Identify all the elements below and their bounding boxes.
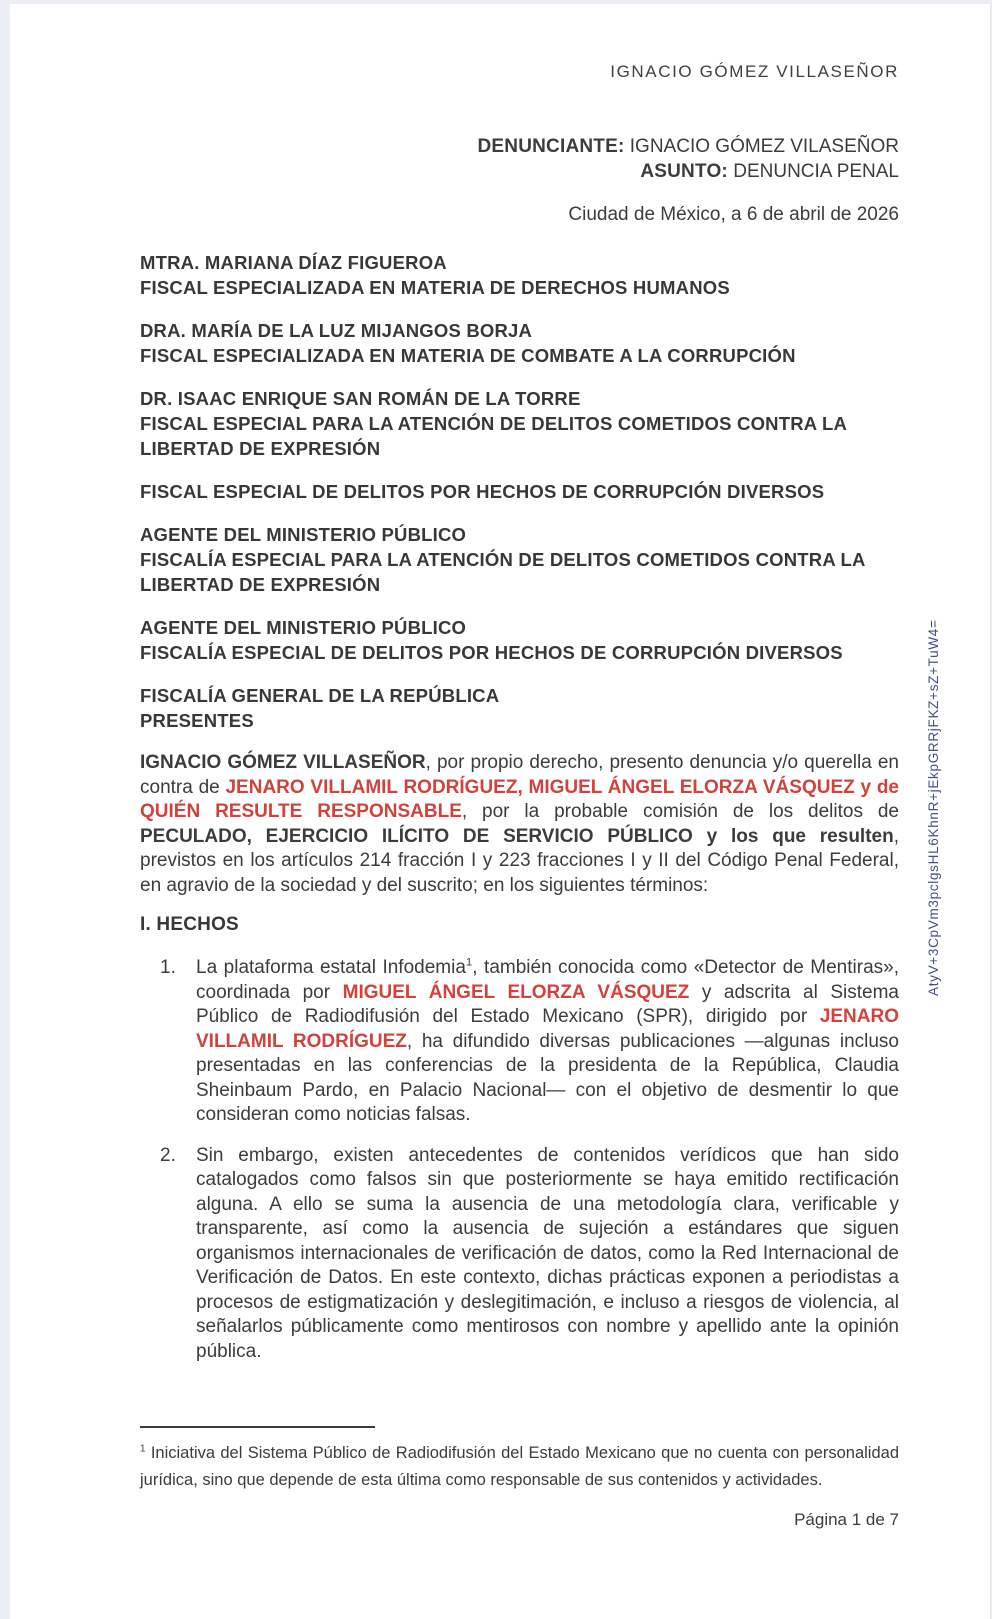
addressee-line: AGENTE DEL MINISTERIO PÚBLICO: [140, 617, 467, 638]
addressee-block: [140, 250, 899, 300]
asunto-label: ASUNTO:: [640, 161, 728, 182]
denunciante-value: IGNACIO GÓMEZ VILASEÑOR: [624, 136, 899, 157]
addressee-line: DR. ISAAC ENRIQUE SAN ROMÁN DE LA TORRE: [140, 388, 581, 409]
addressee-line: FISCAL ESPECIAL DE DELITOS POR HECHOS DE CORRUPCIÓN DIVERSOS: [140, 481, 825, 502]
addressee-block: [140, 479, 899, 504]
facts-list: [140, 956, 899, 1364]
addressee-line: FISCALÍA GENERAL DE LA REPÚBLICA: [140, 685, 500, 706]
fact-item: [160, 1144, 899, 1365]
section-heading-hechos: I. HECHOS: [140, 914, 239, 935]
addressee-line: FISCAL ESPECIAL PARA LA ATENCIÓN DE DELITOS COMETIDOS CONTRA LA LIBERTAD DE EXPRESIÓN: [140, 413, 847, 459]
footnote-divider: [140, 1426, 375, 1428]
addressee-block: [140, 683, 899, 733]
addressee-block: [140, 318, 899, 368]
addressee-line: MTRA. MARIANA DÍAZ FIGUEROA: [140, 252, 447, 273]
asunto-line: [140, 159, 899, 184]
digital-signature-hash: AtyV+3CpVm3pclgsHL6KhnR+jEkpGRRjFKZ+sZ+TuW4=: [926, 619, 941, 996]
addressee-block: [140, 615, 899, 665]
addressee-line: FISCALÍA ESPECIAL PARA LA ATENCIÓN DE DELITOS COMETIDOS CONTRA LA LIBERTAD DE EXPRESIÓN: [140, 549, 865, 595]
addressee-line: DRA. MARÍA DE LA LUZ MIJANGOS BORJA: [140, 320, 533, 341]
fact-text: Sin embargo, existen antecedentes de contenidos verídicos que han sido catalogados como falsos sin que posteriormente se haya emitido rectificación alguna. A ello se suma la ausencia de una metodología clara, verificable y transparente, así como la ausencia de sujeción a estándares que siguen organismos internacionales de verificación de datos, como la Red Internacional de Verificación de Datos. En este contexto, dichas prácticas exponen a periodistas a procesos de estigmatización y deslegitimación, e incluso a riesgos de violencia, al señalarlos públicamente como mentirosos con nombre y apellido ante la opinión pública.: [196, 1144, 899, 1362]
fact-number: 2.: [160, 1144, 176, 1166]
intro-paragraph: IGNACIO GÓMEZ VILLASEÑOR, por propio derecho, presento denuncia y/o querella en contra de JENARO VILLAMIL RODRÍGUEZ, MIGUEL ÁNGEL ELORZA VÁSQUEZ y de QUIÉN RESULTE RESPONSABLE, por la probable comisión de los delitos de PECULADO, EJERCICIO ILÍCITO DE SERVICIO PÚBLICO y los que resulten, previstos en los artículos 214 fracción I y 223 fracciones I y II del Código Penal Federal, en agravio de la sociedad y del suscrito; en los siguientes términos:: [140, 752, 900, 896]
fact-text: La plataforma estatal Infodemia$^1$, también conocida como «Detector de Mentiras», coordinada por MIGUEL ÁNGEL ELORZA VÁSQUEZ y adscrita al Sistema Público de Radiodifusión del Estado Mexicano (SPR), dirigido por JENARO VILLAMIL RODRÍGUEZ, ha difundido diversas publicaciones —algunas incluso presentadas en las conferencias de la presidenta de la República, Claudia Sheinbaum Pardo, en Palacio Nacional— con el objetivo de desmentir lo que consideran como noticias falsas.: [196, 956, 899, 1125]
addressee-block: [140, 522, 899, 597]
dateline: Ciudad de México, a 6 de abril de 2026: [568, 204, 899, 225]
addressee-line: FISCAL ESPECIALIZADA EN MATERIA DE COMBATE A LA CORRUPCIÓN: [140, 345, 796, 366]
footnote: $^1$ Iniciativa del Sistema Público de Radiodifusión del Estado Mexicano que no cuenta con personalidad jurídica, sino que depende de esta última como responsable de sus contenidos y actividades.: [140, 1443, 899, 1489]
addressee-line: FISCAL ESPECIALIZADA EN MATERIA DE DERECHOS HUMANOS: [140, 277, 730, 298]
document-page: [10, 4, 991, 1619]
header-name: IGNACIO GÓMEZ VILLASEÑOR: [610, 62, 899, 81]
fact-number: 1.: [160, 957, 176, 978]
addressee-list: [140, 250, 899, 733]
addressee-line: AGENTE DEL MINISTERIO PÚBLICO: [140, 524, 467, 545]
denunciante-line: [140, 134, 899, 159]
page-content: [10, 62, 990, 1530]
addressee-block: [140, 386, 899, 461]
asunto-value: DENUNCIA PENAL: [727, 161, 899, 182]
reference-block: [140, 134, 899, 184]
denunciante-label: DENUNCIANTE:: [477, 136, 625, 157]
addressee-line: PRESENTES: [140, 710, 254, 731]
addressee-line: FISCALÍA ESPECIAL DE DELITOS POR HECHOS DE CORRUPCIÓN DIVERSOS: [140, 642, 843, 663]
page-number: Página 1 de 7: [794, 1510, 899, 1529]
fact-item: [160, 956, 899, 1128]
